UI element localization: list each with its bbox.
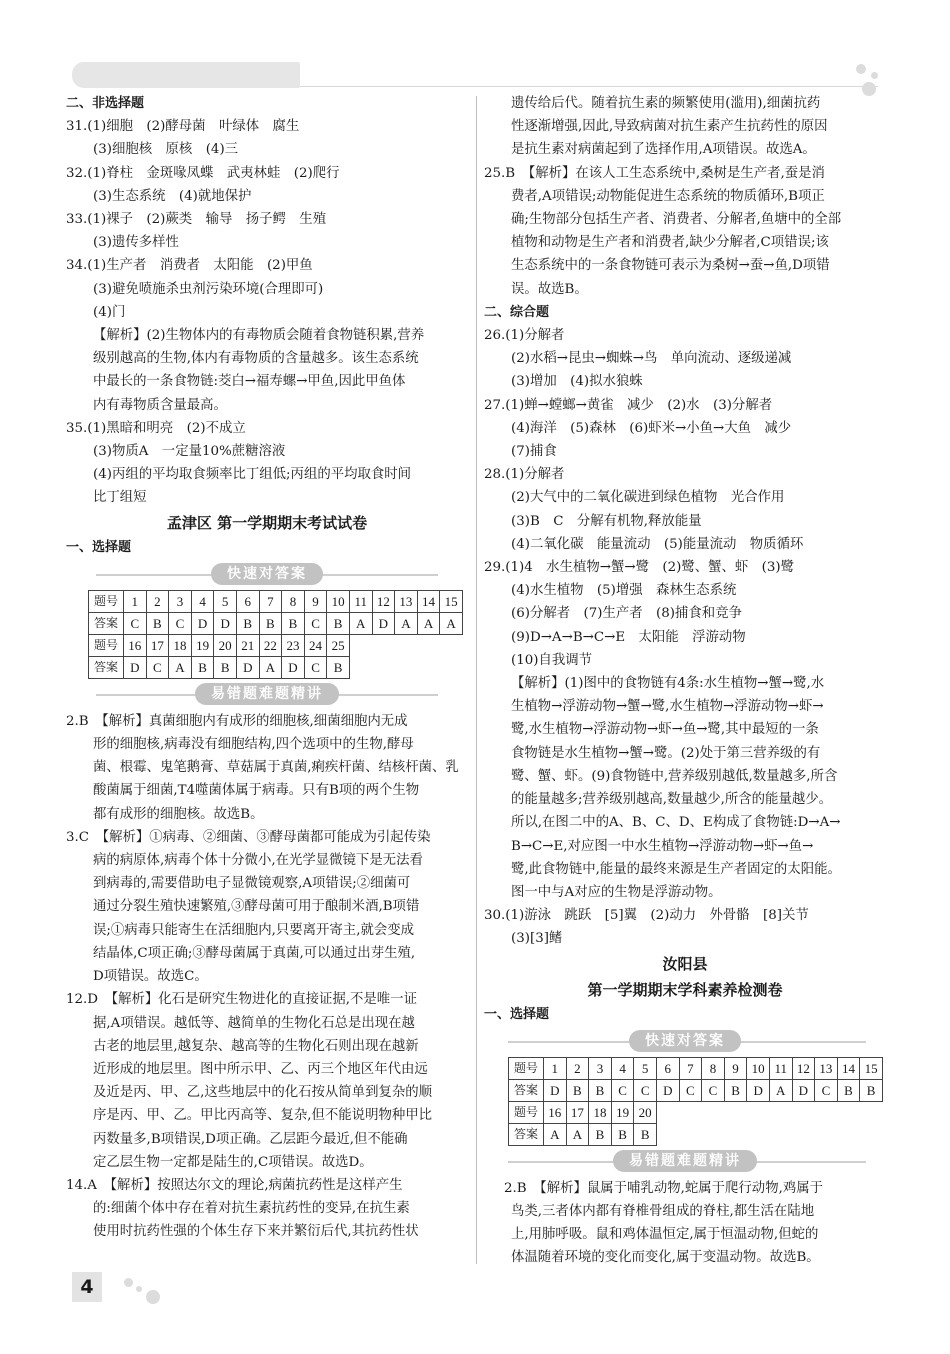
answer-line: 28.(1)分解者	[484, 467, 565, 483]
question-number: 15	[860, 1057, 883, 1079]
answer-line: (3)增加 (4)拟水狼蛛	[511, 374, 643, 390]
answer-line: (3)物质A 一定量10%蔗糖溶液	[93, 444, 286, 460]
answer-cell: B	[236, 612, 259, 634]
answer-cell: C	[146, 656, 169, 678]
table-header-cell: 题号	[89, 634, 124, 656]
explanations	[484, 1177, 886, 1270]
answer-cell: A	[544, 1123, 567, 1145]
explanation-line: 序是丙、甲、乙。甲比丙高等、复杂,但不能说明物种甲比	[93, 1108, 433, 1124]
answer-line: 26.(1)分解者	[484, 328, 565, 344]
answer-cell: D	[214, 612, 237, 634]
answer-cell: B	[589, 1079, 612, 1101]
question-number: 20	[634, 1101, 657, 1123]
question-number: 21	[236, 634, 259, 656]
explanation-line: 图一中与A对应的生物是浮游动物。	[511, 884, 722, 900]
answer-cell: D	[372, 612, 395, 634]
explanation-line: D项错误。故选C。	[93, 969, 208, 985]
question-number: 3	[589, 1057, 612, 1079]
explanation-line: 中最长的一条食物链:茭白→福寿螺→甲鱼,因此甲鱼体	[93, 374, 406, 390]
answer-cell: B	[566, 1079, 589, 1101]
table-header-cell: 答案	[509, 1123, 544, 1145]
answer-cell: C	[124, 612, 147, 634]
explanation-line: 是抗生素对病菌起到了选择作用,A项错误。故选A。	[511, 142, 816, 158]
answer-cell: D	[792, 1079, 815, 1101]
answer-line: (2)大气中的二氧化碳进到绿色植物 光合作用	[511, 490, 785, 506]
explanation-line: 的:细菌个体中存在着对抗生素抗药性的变异,在抗生素	[93, 1201, 410, 1217]
question-number: 17	[146, 634, 169, 656]
section-heading: 二、非选择题	[66, 96, 145, 111]
banner-label: 快速对答案	[629, 1030, 741, 1052]
explanation-line: 14.A 【解析】按照达尔文的理论,病菌抗药性是这样产生	[66, 1177, 403, 1193]
table-row	[89, 656, 463, 678]
explanation-line: 鸟类,三者体内都有脊椎骨组成的脊柱,都生活在陆地	[511, 1203, 815, 1219]
answer-cell: B	[327, 612, 350, 634]
answer-cell: A	[566, 1123, 589, 1145]
question-number: 10	[327, 590, 350, 612]
answer-cell: B	[611, 1123, 634, 1145]
question-number: 13	[395, 590, 418, 612]
explanation-line: 2.B 【解析】真菌细胞内有成形的细胞核,细菌细胞内无成	[66, 713, 408, 729]
explanation-line: 所以,在图二中的A、B、C、D、E构成了食物链:D→A→	[511, 815, 841, 831]
answer-table	[88, 590, 463, 679]
answer-cell: A	[417, 612, 440, 634]
explanation-line: 定乙层生物一定都是陆生的,C项错误。故选D。	[93, 1154, 373, 1170]
answer-cell: A	[440, 612, 463, 634]
table-header-cell: 答案	[89, 612, 124, 634]
page-number: 4	[72, 1272, 102, 1302]
explanation-line: 误。故选B。	[511, 281, 588, 297]
explanation-line: 近形成的地层里。图中所示甲、乙、丙三个地区年代由远	[93, 1061, 428, 1077]
explanation-line: 的能量越多;营养级别越高,数量越少,所含的能量越少。	[511, 792, 833, 808]
column-divider	[476, 96, 477, 1264]
answer-line: (6)分解者 (7)生产者 (8)捕食和竞争	[511, 606, 742, 622]
answer-cell: D	[747, 1079, 770, 1101]
answer-cell: C	[169, 612, 192, 634]
explanation-line: B→C→E,对应图一中水生植物→浮游动物→虾→鱼→	[511, 838, 814, 854]
answer-line: (3)避免喷施杀虫剂污染环境(合理即可)	[93, 281, 324, 297]
question-number: 19	[191, 634, 214, 656]
explanation-line: 植物和动物是生产者和消费者,缺少分解者,C项错误;该	[511, 235, 829, 251]
explanation-line: 生态系统中的一条食物链可表示为桑树→蚕→鱼,D项错	[511, 258, 830, 274]
explanation-line: 丙数量多,B项错误,D项正确。乙层距今最近,但不能确	[93, 1131, 408, 1147]
question-number: 6	[236, 590, 259, 612]
banner-label: 易错题难题精讲	[195, 683, 339, 705]
answer-cell: D	[282, 656, 305, 678]
question-number: 2	[566, 1057, 589, 1079]
explanation-line: 通过分裂生殖快速繁殖,③酵母菌可用于酿制米酒,B项错	[93, 899, 420, 915]
answer-cell: A	[169, 656, 192, 678]
question-number: 11	[769, 1057, 792, 1079]
answer-cell: B	[589, 1123, 612, 1145]
explanation-line: 鹭,此食物链中,能量的最终来源是生产者固定的太阳能。	[511, 861, 841, 877]
answer-line: (9)D→A→B→C→E 太阳能 浮游动物	[511, 629, 746, 645]
answer-cell: D	[236, 656, 259, 678]
answer-line: (4)二氧化碳 能量流动 (5)能量流动 物质循环	[511, 536, 804, 552]
answer-line: (4)水生植物 (5)增强 森林生态系统	[511, 583, 737, 599]
right-column	[484, 92, 886, 1270]
answer-cell: C	[815, 1079, 838, 1101]
question-number: 12	[372, 590, 395, 612]
answer-line: 34.(1)生产者 消费者 太阳能 (2)甲鱼	[66, 258, 313, 274]
explanation-line: 到病毒的,需要借助电子显微镜观察,A项错误;②细菌可	[93, 876, 411, 892]
explanation-line: 【解析】(2)生物体内的有毒物质会随着食物链积累,营养	[93, 328, 425, 344]
question-number: 5	[214, 590, 237, 612]
question-number: 14	[837, 1057, 860, 1079]
question-number: 10	[747, 1057, 770, 1079]
answer-cell: A	[259, 656, 282, 678]
question-number: 16	[124, 634, 147, 656]
answer-line: (4)丙组的平均取食频率比丁组低;丙组的平均取食时间	[93, 467, 412, 483]
explanation-line: 病的病原体,病毒个体十分微小,在光学显微镜下是无法看	[93, 853, 423, 869]
explanations	[66, 710, 468, 1244]
answer-cell: D	[191, 612, 214, 634]
explanation-line: 2.B 【解析】鼠属于哺乳动物,蛇属于爬行动物,鸡属于	[504, 1180, 824, 1196]
explanation-line: 酸菌属于细菌,T4噬菌体属于病毒。只有B项的两个生物	[93, 783, 420, 799]
answer-line: (3)B C 分解有机物,释放能量	[511, 513, 702, 529]
answer-line: (3)遗传多样性	[93, 235, 179, 251]
banner-label: 易错题难题精讲	[613, 1150, 757, 1172]
explanation-line: 上,用肺呼吸。鼠和鸡体温恒定,属于恒温动物,但蛇的	[511, 1227, 819, 1243]
explanation-line: 结晶体,C项正确;③酵母菌属于真菌,可以通过出芽生殖,	[93, 945, 416, 961]
table-row	[509, 1101, 883, 1123]
explanation-line: 形的细胞核,病毒没有细胞结构,四个选项中的生物,酵母	[93, 737, 414, 753]
question-number: 2	[146, 590, 169, 612]
quick-answer-banner	[66, 561, 468, 588]
error-analysis-banner	[66, 681, 468, 708]
header-rule	[300, 86, 878, 87]
answer-cell: B	[146, 612, 169, 634]
question-number: 24	[304, 634, 327, 656]
question-number: 4	[611, 1057, 634, 1079]
table-row	[509, 1079, 883, 1101]
answer-cell: A	[769, 1079, 792, 1101]
question-number: 6	[656, 1057, 679, 1079]
explanation-line: 确;生物部分包括生产者、消费者、分解者,鱼塘中的全部	[511, 212, 842, 228]
question-number: 5	[634, 1057, 657, 1079]
explanation-line: 内有毒物质含量最高。	[93, 397, 227, 413]
question-number: 3	[169, 590, 192, 612]
answer-cell: C	[611, 1079, 634, 1101]
table-row	[89, 590, 463, 612]
question-number: 18	[169, 634, 192, 656]
explanation-line: 遗传给后代。随着抗生素的频繁使用(滥用),细菌抗药	[511, 96, 821, 111]
question-number: 12	[792, 1057, 815, 1079]
answer-cell: B	[327, 656, 350, 678]
explanation-line: 25.B 【解析】在该人工生态系统中,桑树是生产者,蚕是消	[484, 165, 825, 181]
answer-line: (3)细胞核 原核 (4)三	[93, 142, 239, 158]
table-row	[89, 612, 463, 634]
question-number: 9	[724, 1057, 747, 1079]
answer-line: 32.(1)脊柱 金斑喙凤蝶 武夷林蛙 (2)爬行	[66, 165, 340, 181]
county-title: 汝阳县	[662, 954, 708, 973]
answer-line: 比丁组短	[93, 490, 147, 506]
answer-line: 30.(1)游泳 跳跃 [5]翼 (2)动力 外骨骼 [8]关节	[484, 908, 809, 924]
answer-line: (3)生态系统 (4)就地保护	[93, 188, 252, 204]
question-number: 15	[440, 590, 463, 612]
explanation-line: 级别越高的生物,体内有毒物质的含量越多。该生态系统	[93, 351, 419, 367]
answer-cell: C	[634, 1079, 657, 1101]
question-number: 7	[679, 1057, 702, 1079]
explanation-line: 3.C 【解析】①病毒、②细菌、③酵母菌都可能成为引起传染	[66, 829, 431, 845]
answer-cell: B	[191, 656, 214, 678]
question-number: 17	[566, 1101, 589, 1123]
answer-cell: B	[634, 1123, 657, 1145]
answer-line: (3)[3]鳍	[511, 931, 563, 947]
question-number: 23	[282, 634, 305, 656]
explanation-line: 误;①病毒只能寄生在活细胞内,只要离开寄主,就会变成	[93, 922, 415, 938]
answer-line: 29.(1)4 水生植物→蟹→鹭 (2)鹭、蟹、虾 (3)鹭	[484, 560, 795, 576]
answer-cell: D	[656, 1079, 679, 1101]
question-number: 1	[124, 590, 147, 612]
answer-cell: C	[304, 612, 327, 634]
table-header-cell: 题号	[509, 1101, 544, 1123]
answer-cell: B	[837, 1079, 860, 1101]
explanation-line: 鹭、蟹、虾。(9)食物链中,营养级别越低,数量越多,所含	[511, 768, 838, 784]
question-number: 16	[544, 1101, 567, 1123]
section-heading: 二、综合题	[484, 304, 550, 320]
answer-cell: C	[702, 1079, 725, 1101]
answer-cell: C	[304, 656, 327, 678]
explanation-line: 菌、根霉、鬼笔鹅膏、草菇属于真菌,痢疾杆菌、结核杆菌、乳	[93, 760, 459, 776]
exam-title: 第一学期期末学科素养检测卷	[587, 980, 783, 999]
question-number: 14	[417, 590, 440, 612]
explanation-line: 及近是丙、甲、乙,这些地层中的化石按从简单到复杂的顺	[93, 1085, 433, 1101]
table-row	[89, 634, 463, 656]
explanation-line: 据,A项错误。越低等、越简单的生物化石总是出现在越	[93, 1015, 415, 1031]
question-number: 9	[304, 590, 327, 612]
answer-cell: B	[214, 656, 237, 678]
part2-answers	[66, 92, 468, 510]
question-number: 20	[214, 634, 237, 656]
section-heading: 一、选择题	[66, 539, 132, 555]
explanation-line: 体温随着环境的变化而变化,属于变温动物。故选B。	[511, 1250, 820, 1266]
continued-explanations	[484, 92, 886, 951]
section-heading: 一、选择题	[484, 1006, 550, 1022]
banner-label: 快速对答案	[211, 563, 323, 585]
question-number: 4	[191, 590, 214, 612]
answer-line: 35.(1)黑暗和明亮 (2)不成立	[66, 420, 246, 436]
table-row	[509, 1123, 883, 1145]
answer-cell: B	[259, 612, 282, 634]
question-number: 1	[544, 1057, 567, 1079]
table-header-cell: 答案	[509, 1079, 544, 1101]
answer-cell: C	[679, 1079, 702, 1101]
question-number: 13	[815, 1057, 838, 1079]
question-number: 11	[349, 590, 372, 612]
question-number: 7	[259, 590, 282, 612]
table-row	[509, 1057, 883, 1079]
table-header-cell: 题号	[509, 1057, 544, 1079]
answer-cell: A	[349, 612, 372, 634]
question-number: 8	[282, 590, 305, 612]
table-header-cell: 答案	[89, 656, 124, 678]
answer-line: (10)自我调节	[511, 652, 593, 668]
question-number: 19	[611, 1101, 634, 1123]
answer-table	[508, 1057, 883, 1146]
explanation-line: 鹭,水生植物→浮游动物→虾→鱼→鹭,其中最短的一条	[511, 722, 819, 738]
answer-line: 27.(1)蝉→螳螂→黄雀 减少 (2)水 (3)分解者	[484, 397, 773, 413]
explanation-line: 费者,A项错误;动物能促进生态系统的物质循环,B项正	[511, 188, 825, 204]
left-column	[66, 92, 468, 1244]
explanation-line: 性逐渐增强,因此,导致病菌对抗生素产生抗药性的原因	[511, 119, 828, 135]
answer-line: (4)门	[93, 304, 126, 320]
answer-line: 31.(1)细胞 (2)酵母菌 叶绿体 腐生	[66, 119, 300, 135]
explanation-line: 生植物→浮游动物→蟹→鹭,水生植物→浮游动物→虾→	[511, 699, 824, 715]
answer-cell: D	[544, 1079, 567, 1101]
quick-answer-banner	[484, 1028, 886, 1055]
answer-line: (2)水稻→昆虫→蜘蛛→鸟 单向流动、逐级递减	[511, 351, 792, 367]
question-number: 8	[702, 1057, 725, 1079]
explanation-line: 古老的地层里,越复杂、越高等的生物化石则出现在越新	[93, 1038, 419, 1054]
table-header-cell: 题号	[89, 590, 124, 612]
question-number: 18	[589, 1101, 612, 1123]
explanation-line: 使用时抗药性强的个体生存下来并繁衍后代,其抗药性状	[93, 1224, 419, 1240]
explanation-line: 都有成形的细胞核。故选B。	[93, 806, 264, 822]
question-number: 25	[327, 634, 350, 656]
explanation-line: 【解析】(1)图中的食物链有4条:水生植物→蟹→鹭,水	[511, 676, 825, 692]
answer-cell: A	[395, 612, 418, 634]
exam-title: 孟津区 第一学期期末考试试卷	[166, 513, 368, 532]
explanation-line: 12.D 【解析】化石是研究生物进化的直接证据,不是唯一证	[66, 992, 417, 1008]
answer-line: 33.(1)裸子 (2)蕨类 输导 扬子鳄 生殖	[66, 212, 327, 228]
answer-line: (7)捕食	[511, 444, 557, 460]
answer-cell: D	[124, 656, 147, 678]
error-analysis-banner	[484, 1148, 886, 1175]
answer-cell: B	[724, 1079, 747, 1101]
answer-cell: B	[282, 612, 305, 634]
explanation-line: 食物链是水生植物→蟹→鹭。(2)处于第三营养级的有	[511, 745, 821, 761]
question-number: 22	[259, 634, 282, 656]
header-tab	[72, 62, 300, 88]
answer-line: (4)海洋 (5)森林 (6)虾米→小鱼→大鱼 减少	[511, 420, 792, 436]
answer-cell: B	[860, 1079, 883, 1101]
